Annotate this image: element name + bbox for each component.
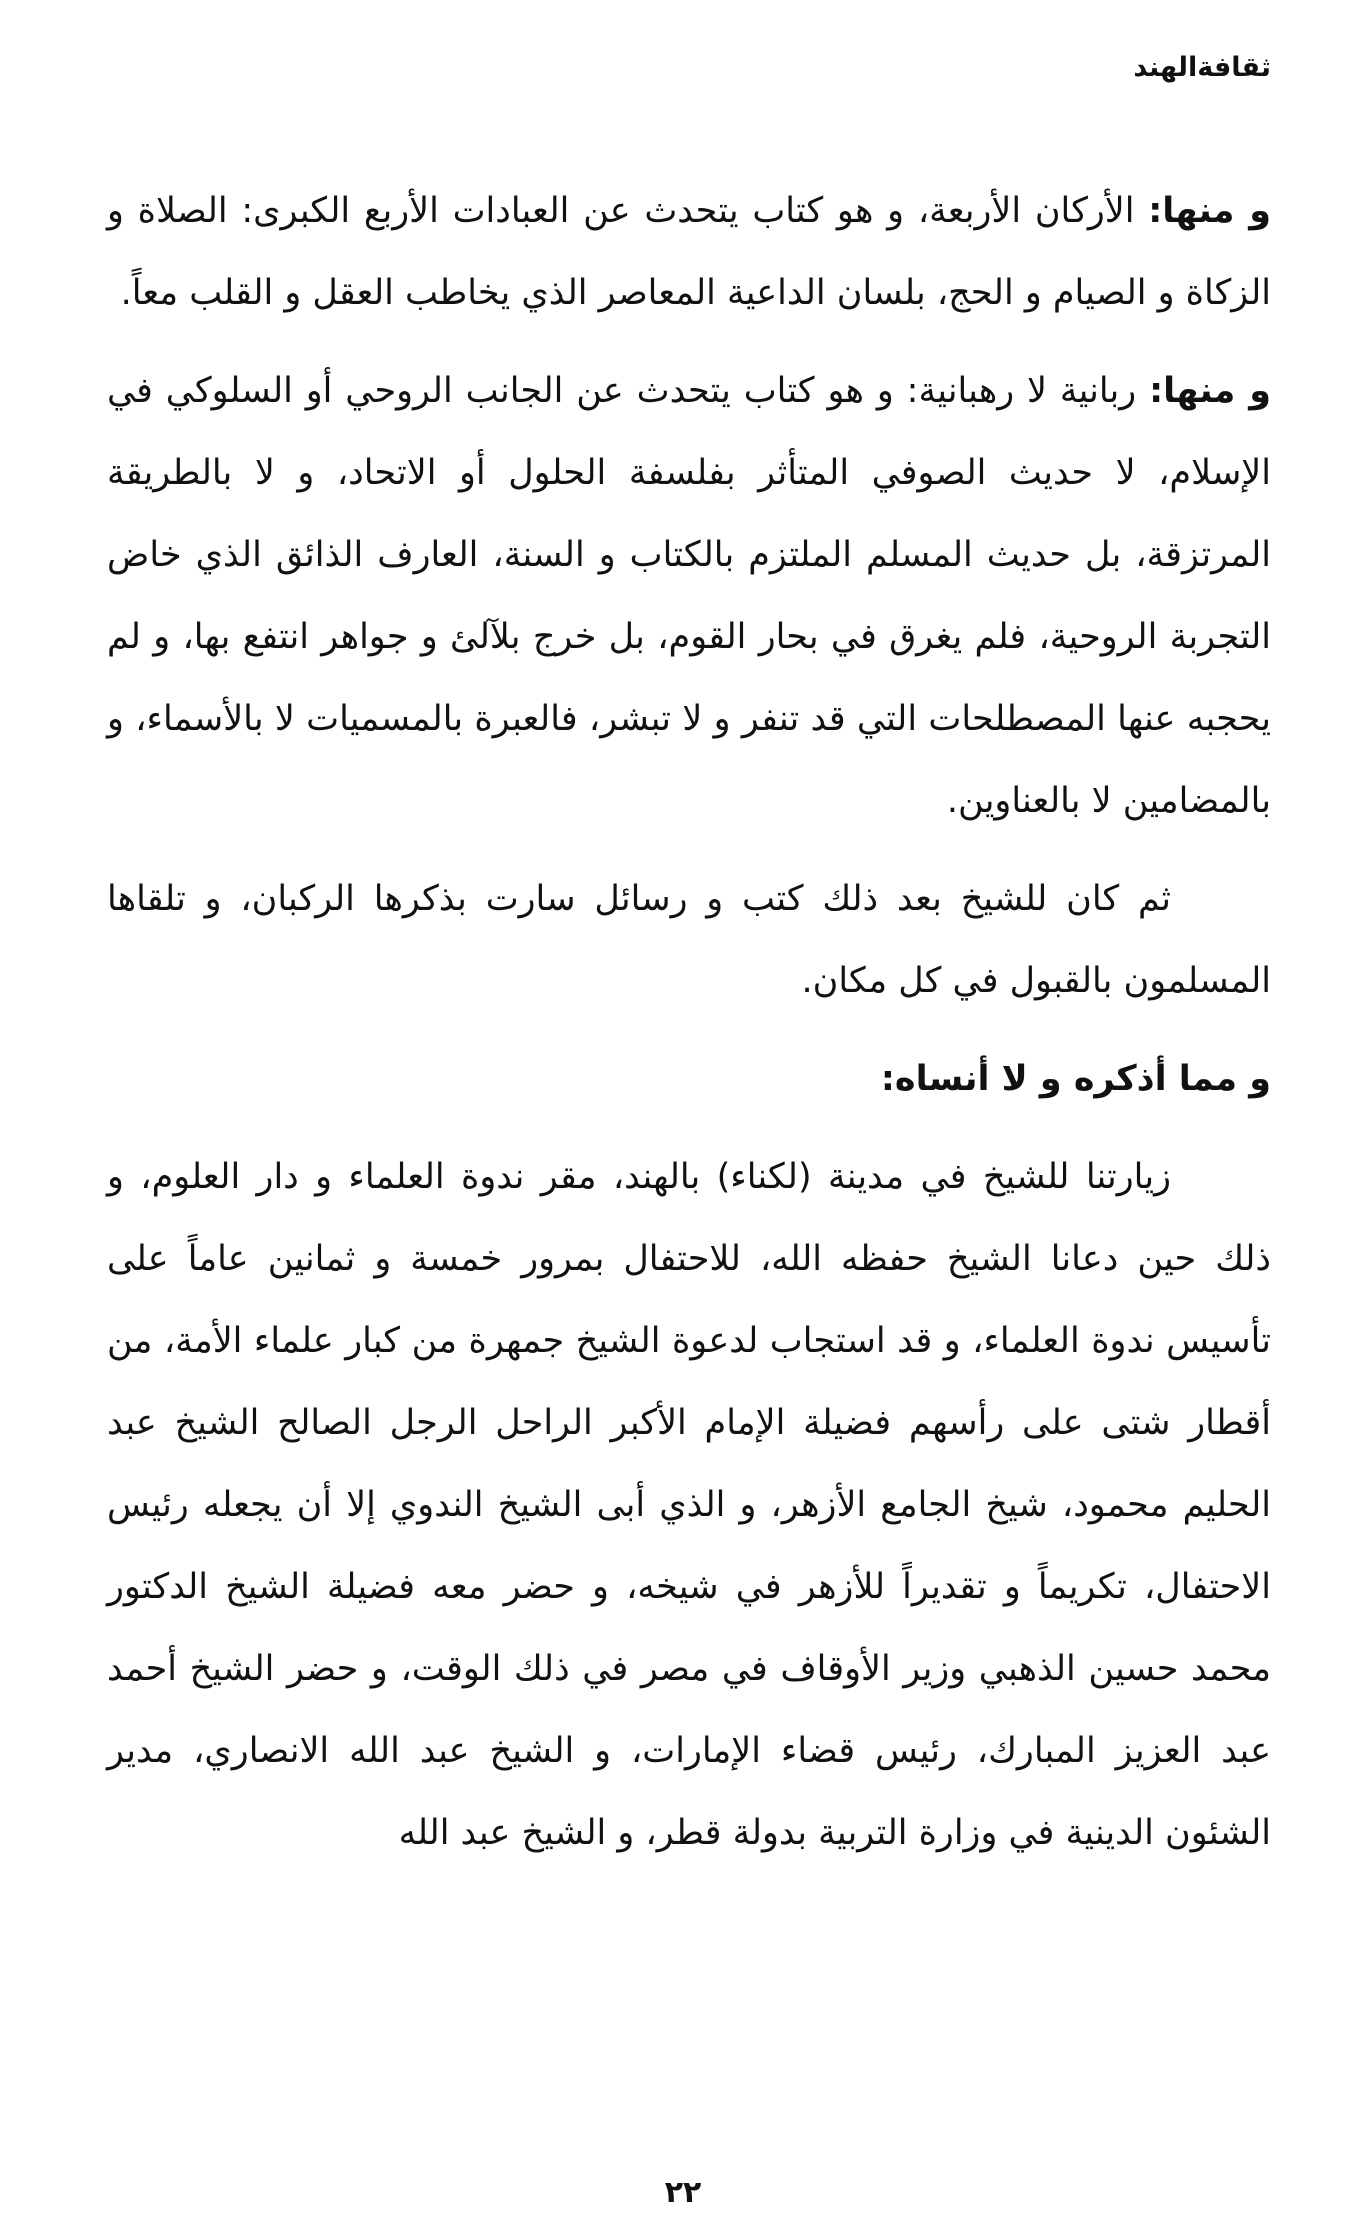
page-number: ٢٢ (664, 2175, 702, 2210)
paragraph-text: ثم كان للشيخ بعد ذلك كتب و رسائل سارت بذكرها الركبان، و تلقاها المسلمون بالقبول في كل مكان. (107, 879, 1271, 1001)
paragraph-lead: و منها: (1149, 371, 1271, 411)
section-subheading (107, 1038, 1271, 1120)
paragraph-text: ربانية لا رهبانية: و هو كتاب يتحدث عن الجانب الروحي أو السلوكي في الإسلام، لا حديث الصوفي المتأثر بفلسفة الحلول أو الاتحاد، و لا بالطريقة المرتزقة، بل حديث المسلم الملتزم بالكتاب و السنة، العارف الذائق الذي خاض التجربة الروحية، فلم يغرق في بحار القوم، بل خرج بلآلئ و جواهر انتفع بها، و لم يحجبه عنها المصطلحات التي قد تنفر و لا تبشر، فالعبرة بالمسميات لا بالأسماء، و بالمضامين لا بالعناوين. (107, 371, 1271, 821)
running-header: ثقافةالهند (1133, 52, 1271, 83)
subheading-text: و مما أذكره و لا أنساه: (880, 1059, 1271, 1099)
body-text (107, 170, 1271, 1890)
paragraph-books (107, 858, 1271, 1022)
paragraph-text: زيارتنا للشيخ في مدينة (لكناء) بالهند، مقر ندوة العلماء و دار العلوم، و ذلك حين دعانا الشيخ حفظه الله، للاحتفال بمرور خمسة و ثمانين عاماً على تأسيس ندوة العلماء، و قد استجاب لدعوة الشيخ جمهرة من كبار علماء الأمة، من أقطار شتى على رأسهم فضيلة الإمام الأكبر الراحل الرجل الصالح الشيخ عبد الحليم محمود، شيخ الجامع الأزهر، و الذي أبى الشيخ الندوي إلا أن يجعله رئيس الاحتفال، تكريماً و تقديراً للأزهر في شيخه، و حضر معه فضيلة الشيخ الدكتور محمد حسين الذهبي وزير الأوقاف في مصر في ذلك الوقت، و حضر الشيخ أحمد عبد العزيز المبارك، رئيس قضاء الإمارات، و الشيخ عبد الله الانصاري، مدير الشئون الدينية في وزارة التربية بدولة قطر، و الشيخ عبد الله (107, 1157, 1271, 1853)
paragraph-arkan (107, 170, 1271, 334)
paragraph-visit (107, 1136, 1271, 1874)
paragraph-text: الأركان الأربعة، و هو كتاب يتحدث عن العبادات الأربع الكبرى: الصلاة و الزكاة و الصيام و الحج، بلسان الداعية المعاصر الذي يخاطب العقل و القلب معاً. (107, 191, 1271, 313)
paragraph-lead: و منها: (1148, 191, 1271, 231)
paragraph-rabbaniya (107, 350, 1271, 842)
